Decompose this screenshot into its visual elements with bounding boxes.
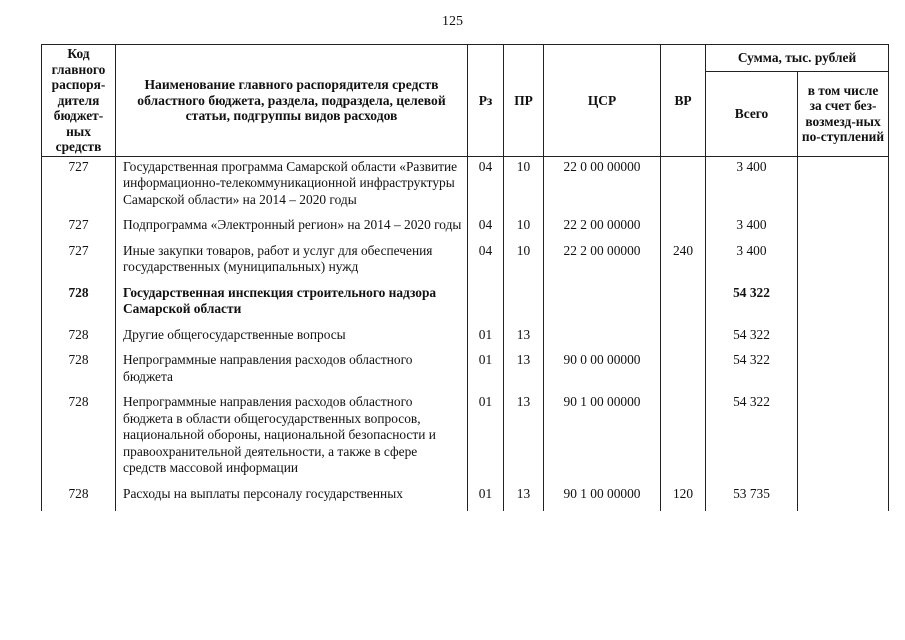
row-code: 727 [42,243,116,285]
row-grants [798,243,889,285]
table-row [42,217,889,243]
row-csr: 22 2 00 00000 [544,217,661,243]
row-pr [504,285,544,327]
header-grants: в том числе за счет без-возмезд-ных по-ступлений [798,71,889,156]
row-rz [468,285,504,327]
row-vr [661,156,706,217]
row-code: 728 [42,394,116,486]
row-vr [661,327,706,353]
row-total: 54 322 [706,394,798,486]
row-code: 727 [42,217,116,243]
header-csr: ЦСР [544,45,661,157]
row-pr: 13 [504,486,544,512]
table-body [42,156,889,511]
header-rz: Рз [468,45,504,157]
row-vr: 240 [661,243,706,285]
row-grants [798,285,889,327]
row-name: Другие общегосударственные вопросы [116,327,468,353]
row-rz: 01 [468,327,504,353]
header-total: Всего [706,71,798,156]
row-total: 3 400 [706,243,798,285]
row-rz: 01 [468,352,504,394]
row-csr: 90 0 00 00000 [544,352,661,394]
row-rz: 04 [468,243,504,285]
row-total: 3 400 [706,217,798,243]
row-name: Непрограммные направления расходов областного бюджета [116,352,468,394]
row-grants [798,352,889,394]
row-pr: 13 [504,394,544,486]
header-pr: ПР [504,45,544,157]
table-row [42,327,889,353]
row-rz: 01 [468,394,504,486]
table-row [42,285,889,327]
row-csr: 22 2 00 00000 [544,243,661,285]
row-vr [661,352,706,394]
row-rz: 01 [468,486,504,512]
table-row [42,352,889,394]
table-header [42,45,889,157]
row-grants [798,217,889,243]
row-total: 53 735 [706,486,798,512]
row-csr: 90 1 00 00000 [544,486,661,512]
table-row [42,156,889,217]
row-code: 728 [42,327,116,353]
page-number: 125 [442,14,463,29]
row-grants [798,327,889,353]
row-pr: 10 [504,243,544,285]
row-total: 54 322 [706,327,798,353]
row-vr: 120 [661,486,706,512]
row-rz: 04 [468,156,504,217]
row-name: Государственная программа Самарской области «Развитие информационно-телекоммуникационной инфраструктуры Самарской области» на 2014 – 2020 годы [116,156,468,217]
row-csr [544,285,661,327]
row-csr: 90 1 00 00000 [544,394,661,486]
header-code: Код главного распоря-дителя бюджет-ных средств [42,45,116,157]
row-code: 728 [42,285,116,327]
row-pr: 10 [504,217,544,243]
header-vr: ВР [661,45,706,157]
row-rz: 04 [468,217,504,243]
row-total: 3 400 [706,156,798,217]
row-name: Иные закупки товаров, работ и услуг для обеспечения государственных (муниципальных) нужд [116,243,468,285]
table-row [42,486,889,512]
row-vr [661,285,706,327]
row-vr [661,394,706,486]
row-pr: 10 [504,156,544,217]
row-csr [544,327,661,353]
row-code: 728 [42,486,116,512]
row-code: 728 [42,352,116,394]
row-pr: 13 [504,352,544,394]
row-vr [661,217,706,243]
row-grants [798,486,889,512]
row-name: Непрограммные направления расходов областного бюджета в области общегосударственных вопросов, национальной обороны, национальной безопасности и правоохранительной деятельности, а также в сфере средств массовой информации [116,394,468,486]
row-total: 54 322 [706,285,798,327]
header-name: Наименование главного распорядителя средств областного бюджета, раздела, подраздела, целевой статьи, подгруппы видов расходов [116,45,468,157]
row-name: Расходы на выплаты персоналу государственных [116,486,468,512]
table-row [42,394,889,486]
table-row [42,243,889,285]
row-csr: 22 0 00 00000 [544,156,661,217]
row-name: Подпрограмма «Электронный регион» на 2014 – 2020 годы [116,217,468,243]
header-sum-group: Сумма, тыс. рублей [706,45,889,72]
budget-table [41,44,889,511]
row-name: Государственная инспекция строительного надзора Самарской области [116,285,468,327]
row-grants [798,394,889,486]
row-grants [798,156,889,217]
row-total: 54 322 [706,352,798,394]
row-code: 727 [42,156,116,217]
row-pr: 13 [504,327,544,353]
